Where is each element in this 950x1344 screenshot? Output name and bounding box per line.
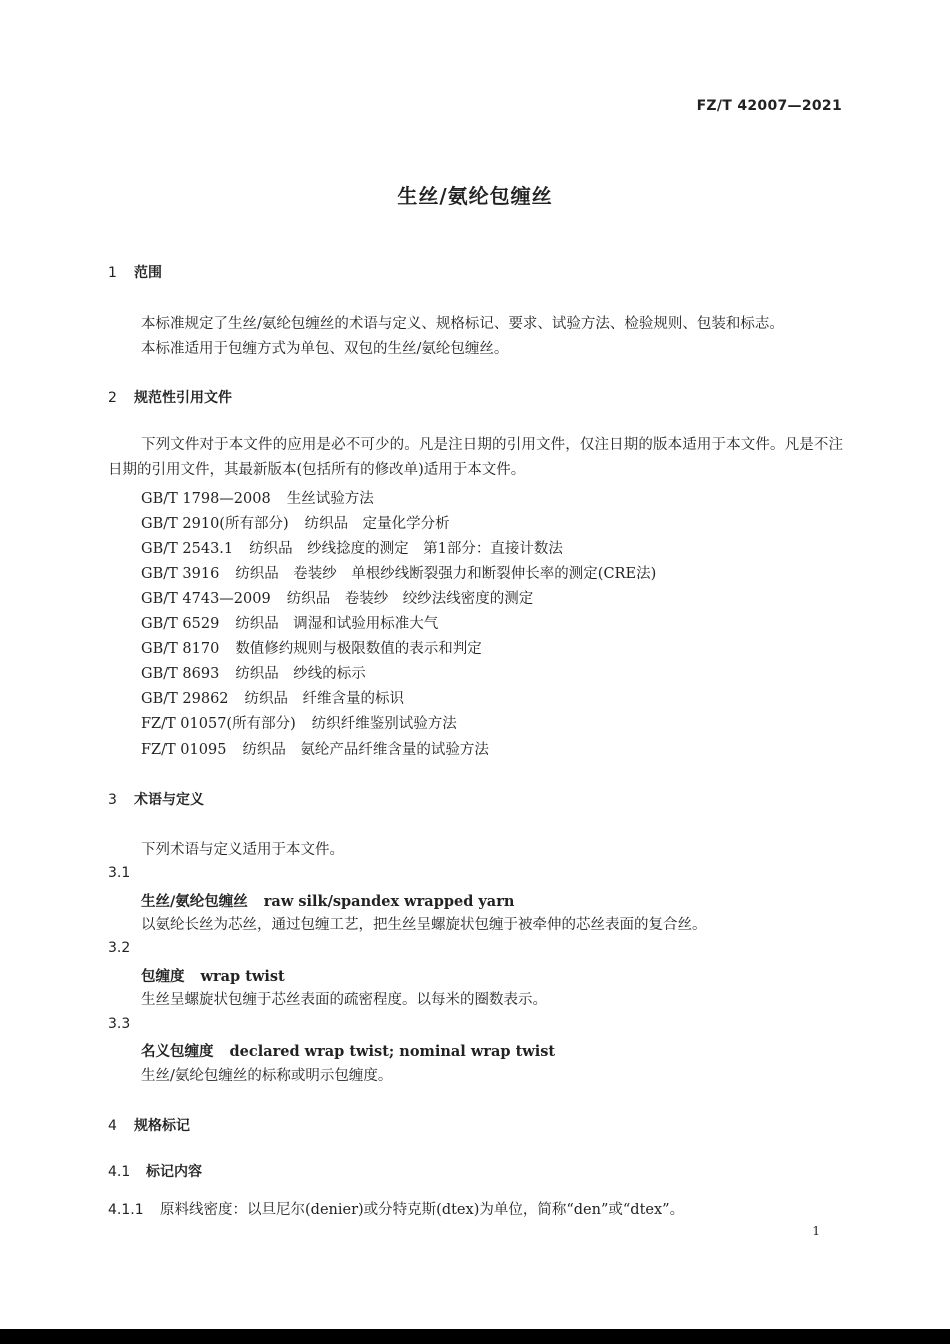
reference-name: 生丝试验方法 [286,491,374,507]
section-title: 规格标记 [134,1118,190,1134]
term-definition: 生丝呈螺旋状包缠于芯丝表面的疏密程度。以每米的圈数表示。 [141,992,547,1008]
section-number: 3 [108,792,117,808]
term-zh: 生丝/氨纶包缠丝 [141,894,248,910]
reference-code: GB/T 1798—2008 [141,491,271,507]
term-heading [141,1040,555,1061]
reference-item [141,687,404,708]
reference-item [141,537,563,558]
section-4-heading [108,1115,190,1135]
term-number: 3.1 [108,865,131,881]
term-en: wrap twist [200,968,285,985]
reference-code: GB/T 8170 [141,641,220,657]
reference-item [141,612,438,633]
reference-item [141,487,374,508]
term-zh: 包缠度 [141,969,185,985]
clause-4-1-1 [108,1198,684,1219]
term-number: 3.2 [108,940,131,956]
reference-name: 纺织品 卷装纱 单根纱线断裂强力和断裂伸长率的测定(CRE法) [235,566,657,582]
reference-code: GB/T 2910(所有部分) [141,516,289,532]
reference-code: GB/T 2543.1 [141,541,234,557]
subsection-number: 4.1 [108,1164,131,1180]
reference-code: GB/T 3916 [141,566,220,582]
reference-code: GB/T 4743—2009 [141,591,271,607]
reference-name: 纺织品 纱线捻度的测定 第1部分：直接计数法 [249,541,563,557]
section-title: 范围 [134,265,162,281]
clause-number: 4.1.1 [108,1202,144,1218]
document-title: 生丝/氨纶包缠丝 [397,184,553,208]
term-definition: 以氨纶长丝为芯丝，通过包缠工艺，把生丝呈螺旋状包缠于被牵伸的芯丝表面的复合丝。 [141,917,707,933]
references-intro: 下列文件对于本文件的应用是必不可少的。凡是注日期的引用文件，仅注日期的版本适用于本文件。凡是不注日期的引用文件，其最新版本(包括所有的修改单)适用于本文件。 [108,437,843,478]
section-1-heading [108,262,162,282]
term-heading [141,890,514,911]
section-number: 1 [108,265,117,281]
reference-code: GB/T 29862 [141,691,229,707]
page-number: 1 [812,1224,820,1238]
subsection-title: 标记内容 [146,1164,202,1180]
reference-item [141,637,482,658]
reference-name: 纺织品 调湿和试验用标准大气 [235,616,439,632]
term-en: raw silk/spandex wrapped yarn [263,893,515,910]
reference-name: 纺织品 氨纶产品纤维含量的试验方法 [242,742,489,758]
reference-code: FZ/T 01057(所有部分) [141,716,296,732]
term-zh: 名义包缠度 [141,1044,214,1060]
bottom-border-bar [0,1329,950,1344]
section-3-heading [108,789,204,809]
clause-text: 原料线密度：以旦尼尔(denier)或分特克斯(dtex)为单位，简称“den”或“dtex”。 [160,1202,685,1218]
reference-name: 纺织品 卷装纱 绞纱法线密度的测定 [286,591,534,607]
reference-name: 数值修约规则与极限数值的表示和判定 [235,641,482,657]
reference-code: GB/T 6529 [141,616,220,632]
document-code: FZ/T 42007—2021 [696,98,842,114]
reference-item [141,587,533,608]
reference-code: FZ/T 01095 [141,742,227,758]
term-number: 3.3 [108,1016,131,1032]
section-title: 术语与定义 [134,792,204,808]
term-en: declared wrap twist; nominal wrap twist [229,1043,556,1060]
reference-item [141,562,656,583]
section-title: 规范性引用文件 [134,390,232,406]
reference-name: 纺织品 纤维含量的标识 [244,691,405,707]
reference-name: 纺织品 定量化学分析 [304,516,450,532]
terms-intro: 下列术语与定义适用于本文件。 [141,842,344,858]
reference-name: 纺织纤维鉴别试验方法 [311,716,457,732]
reference-name: 纺织品 纱线的标示 [235,666,366,682]
scope-paragraph-2: 本标准适用于包缠方式为单包、双包的生丝/氨纶包缠丝。 [141,341,509,357]
reference-item [141,662,366,683]
term-definition: 生丝/氨纶包缠丝的标称或明示包缠度。 [141,1068,393,1084]
section-number: 4 [108,1118,117,1134]
subsection-4-1-heading [108,1161,202,1181]
reference-item [141,712,457,733]
section-number: 2 [108,390,117,406]
reference-code: GB/T 8693 [141,666,220,682]
reference-item [141,738,489,759]
scope-paragraph-1: 本标准规定了生丝/氨纶包缠丝的术语与定义、规格标记、要求、试验方法、检验规则、包装和标志。 [141,316,784,332]
reference-item [141,512,450,533]
section-2-heading [108,387,232,407]
term-heading [141,965,285,986]
